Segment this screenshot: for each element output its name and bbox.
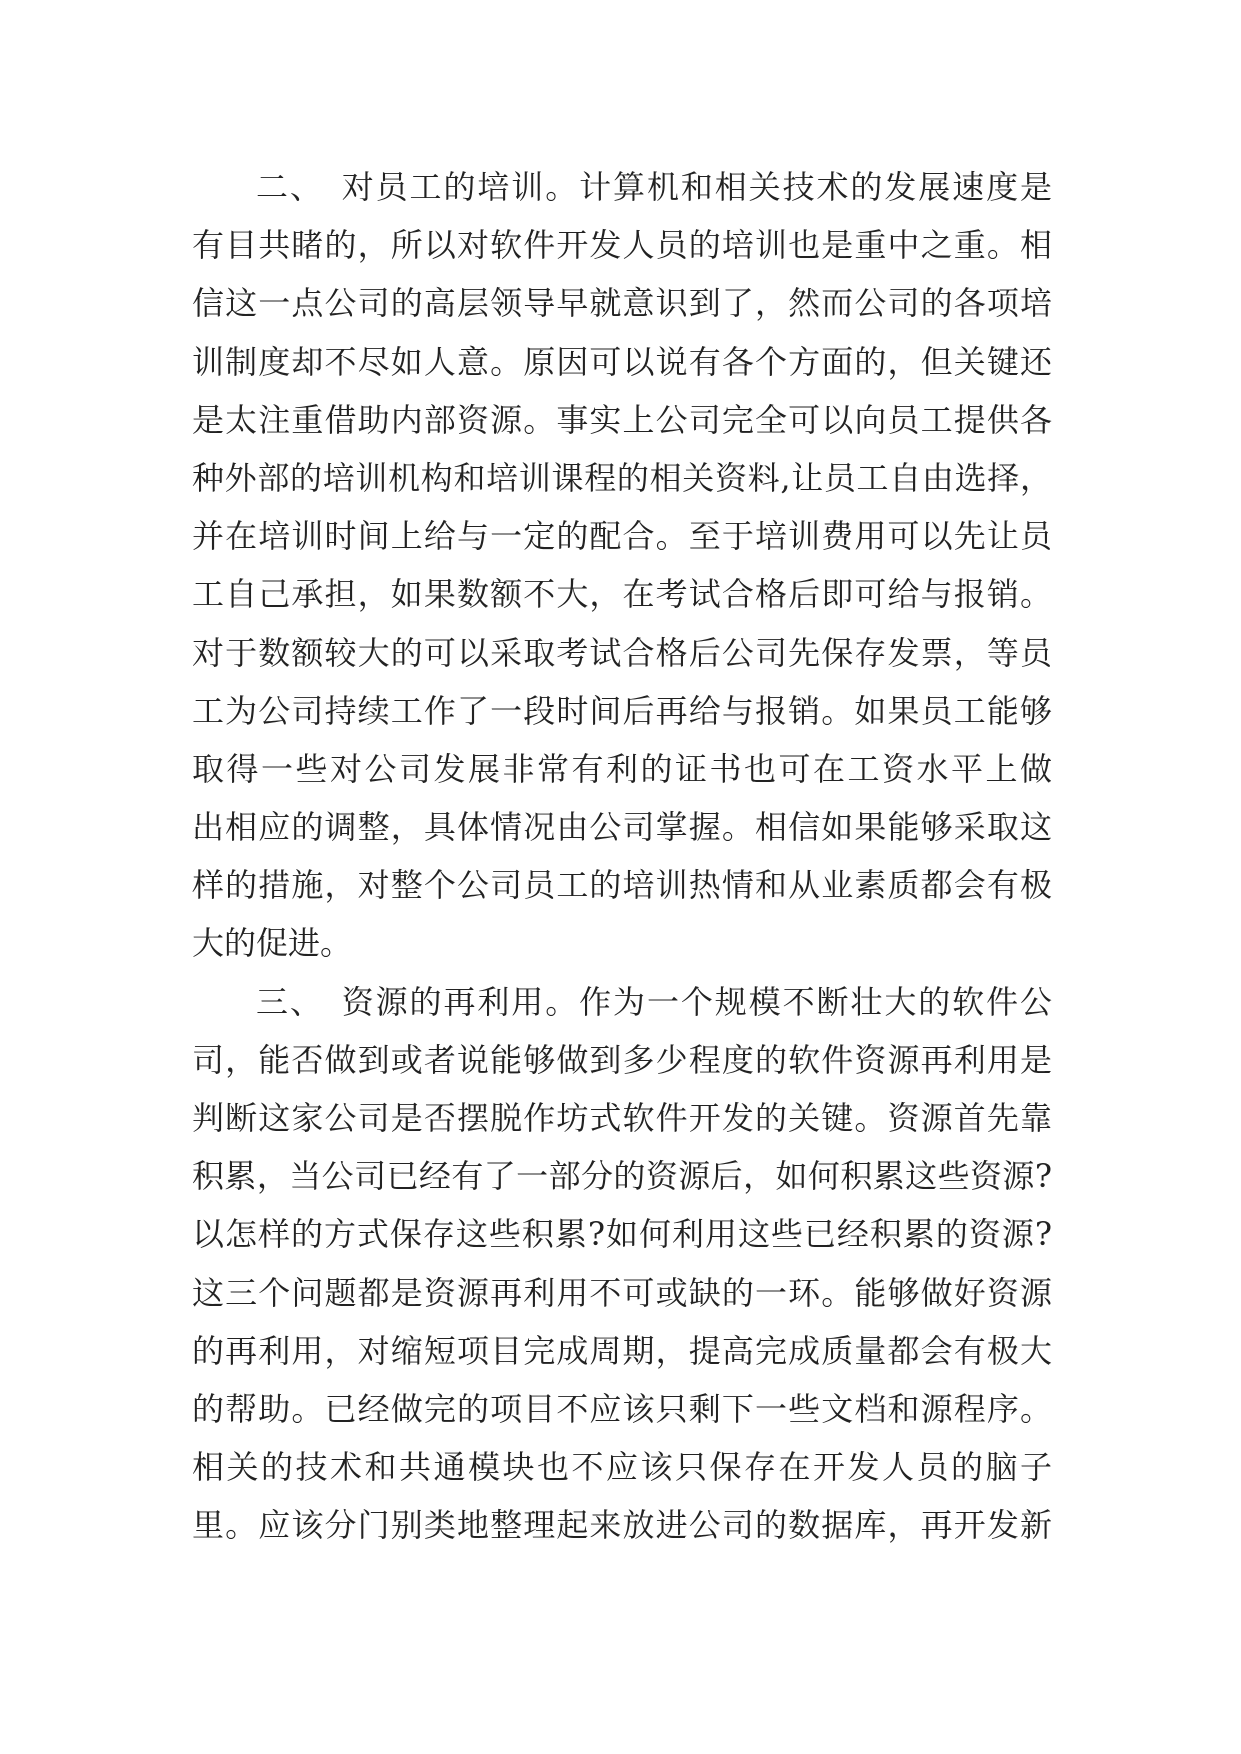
paragraph-line: 这三个问题都是资源再利用不可或缺的一环。能够做好资源 <box>192 1273 1052 1312</box>
paragraph-line: 信这一点公司的高层领导早就意识到了，然而公司的各项培 <box>192 284 1052 323</box>
paragraph-line: 的再利用，对缩短项目完成周期，提高完成质量都会有极大 <box>192 1331 1052 1370</box>
paragraph-line: 对于数额较大的可以采取考试合格后公司先保存发票，等员 <box>192 633 1052 672</box>
paragraph-line: 里。应该分门别类地整理起来放进公司的数据库，再开发新 <box>192 1506 1052 1545</box>
paragraph-line: 是太注重借助内部资源。事实上公司完全可以向员工提供各 <box>192 400 1052 439</box>
paragraph-line: 取得一些对公司发展非常有利的证书也可在工资水平上做 <box>192 749 1052 788</box>
paragraph-line: 的帮助。已经做完的项目不应该只剩下一些文档和源程序。 <box>192 1389 1052 1428</box>
paragraph-employee-training <box>192 158 1052 973</box>
paragraph-line: 积累，当公司已经有了一部分的资源后，如何积累这些资源? <box>192 1157 1052 1196</box>
paragraph-line: 大的促进。 <box>192 924 353 963</box>
paragraph-line: 三、 资源的再利用。作为一个规模不断壮大的软件公 <box>256 982 1052 1021</box>
paragraph-line: 工自己承担，如果数额不大，在考试合格后即可给与报销。 <box>192 575 1052 614</box>
paragraph-line: 二、 对员工的培训。计算机和相关技术的发展速度是 <box>256 168 1052 206</box>
paragraph-line: 相关的技术和共通模块也不应该只保存在开发人员的脑子 <box>192 1448 1052 1487</box>
paragraph-line: 种外部的培训机构和培训课程的相关资料,让员工自由选择， <box>192 458 1052 497</box>
paragraph-line: 司，能否做到或者说能够做到多少程度的软件资源再利用是 <box>192 1040 1052 1079</box>
paragraph-line: 出相应的调整，具体情况由公司掌握。相信如果能够采取这 <box>192 808 1052 847</box>
paragraph-line: 有目共睹的，所以对软件开发人员的培训也是重中之重。相 <box>192 226 1052 265</box>
paragraph-line: 训制度却不尽如人意。原因可以说有各个方面的，但关键还 <box>192 342 1052 381</box>
paragraph-resource-reuse <box>192 973 1052 1555</box>
paragraph-line: 工为公司持续工作了一段时间后再给与报销。如果员工能够 <box>192 691 1052 730</box>
document-body <box>192 158 1052 1555</box>
paragraph-line: 判断这家公司是否摆脱作坊式软件开发的关键。资源首先靠 <box>192 1099 1052 1137</box>
paragraph-line: 以怎样的方式保存这些积累?如何利用这些已经积累的资源? <box>192 1215 1052 1254</box>
paragraph-line: 并在培训时间上给与一定的配合。至于培训费用可以先让员 <box>192 517 1052 556</box>
paragraph-line: 样的措施，对整个公司员工的培训热情和从业素质都会有极 <box>192 866 1052 905</box>
